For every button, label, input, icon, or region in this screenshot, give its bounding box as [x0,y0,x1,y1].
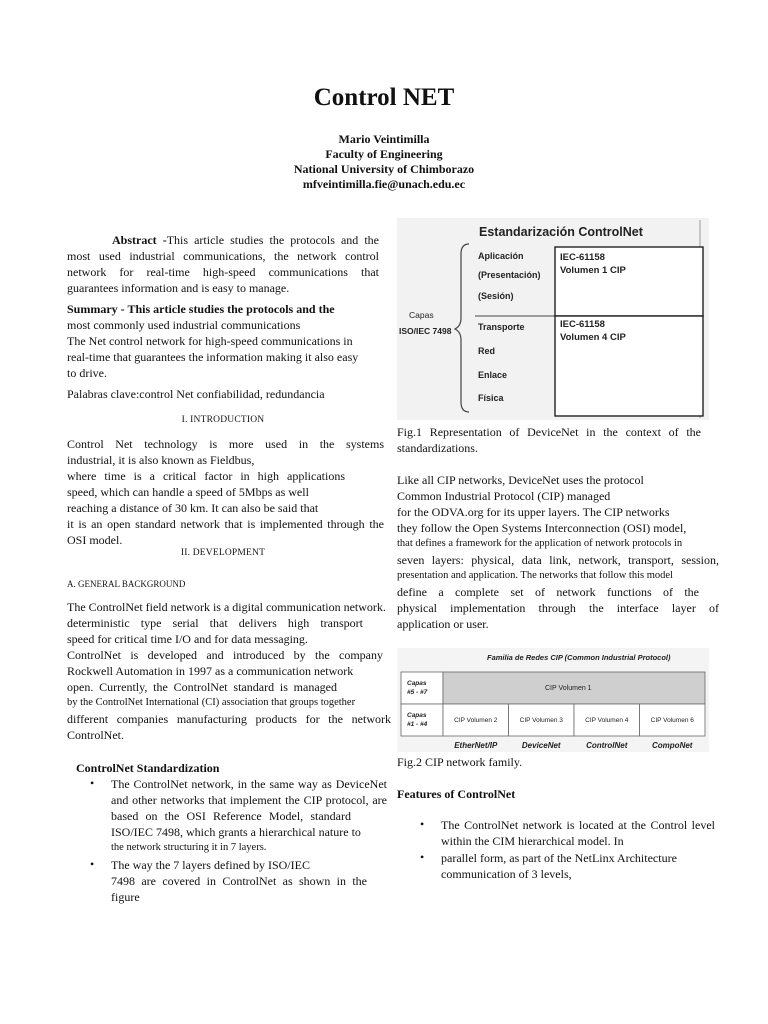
fig2-capas-top: #5 - #7 [407,689,428,696]
bullet-dot: • [420,817,425,831]
cip-line: they follow the Open Systems Interconnection (OSI) model, [397,521,687,535]
cip-paragraph [397,472,719,632]
features-heading: Features of ControlNet [397,787,516,801]
standardization-heading: ControlNet Standardization [76,761,220,775]
std-bullet-line: ISO/IEC 7498, which grants a hierarchical nature to [111,825,361,839]
fig1-iso-label: ISO/IEC 7498 [399,326,452,336]
figure-1-osi-diagram [397,218,709,420]
std-bullet-line: The ControlNet network, in the same way as DeviceNet [111,777,387,791]
summary-label: Summary - This article studies the protocols and the [67,302,335,316]
cip-line: application or user. [397,617,489,631]
std-bullet-line: and other networks that implement the CIP protocol, are [111,793,387,807]
abstract-line: This article studies the protocols and the [166,233,380,247]
cip-line: Like all CIP networks, DeviceNet uses the protocol [397,473,644,487]
fig2-cell-label: CIP Volumen 4 [585,717,629,724]
author-block [0,132,768,192]
general-line: speed for critical time I/O and for data messaging. [67,632,308,646]
fig2-capas-bottom: Capas [407,712,427,719]
paper-title: Control NET [313,84,455,111]
fig2-network-label: EtherNet/IP [454,741,498,750]
cip-line: seven layers: physical, data link, network, transport, session, [397,553,719,567]
figure-2-cip-family [397,648,709,752]
figure-1-caption [397,424,701,456]
abstract-line: network for real-time high-speed communications that [67,265,379,279]
intro-line: industrial, it is also known as Fieldbus, [67,453,255,467]
fig2-cip-vol1: CIP Volumen 1 [545,685,592,692]
general-line: open. Currently, the ControlNet standard is managed [67,680,337,694]
abstract-label: Abstract - [112,233,167,247]
fig1-box2-line: IEC-61158 [560,319,605,330]
figure-2-caption: Fig.2 CIP network family. [397,755,523,769]
intro-paragraph [67,436,384,548]
intro-heading: I. INTRODUCTION [181,415,265,425]
std-bullet-line: the network structuring it in 7 layers. [111,842,267,853]
fig1-caption-line: standardizations. [397,441,478,455]
abstract-line: guarantees information and is easy to manage. [67,281,290,295]
cip-line: Common Industrial Protocol (CIP) managed [397,489,611,503]
intro-line: speed, which can handle a speed of 5Mbps as well [67,485,309,499]
summary-line: to drive. [67,366,107,380]
fig2-cell-label: CIP Volumen 6 [650,717,694,724]
author-name: Mario Veintimilla [338,132,430,146]
cip-line: that defines a framework for the application of network protocols in [397,538,683,549]
abstract-line: most used industrial communications, the network control [67,249,379,263]
development-heading: II. DEVELOPMENT [180,548,266,558]
summary-line: real-time that guarantees the information making it also easy [67,350,359,364]
general-paragraph [67,599,389,743]
intro-line: OSI model. [67,533,123,547]
fig1-layer: Red [478,346,496,356]
fig2-network-label: CompoNet [652,741,693,750]
general-background-heading: A. GENERAL BACKGROUND [67,579,186,589]
fig2-cell-label: CIP Volumen 3 [519,717,563,724]
fig2-cell-label: CIP Volumen 2 [454,717,498,724]
std-bullet-line: figure [111,890,140,904]
author-university: National University of Chimborazo [293,162,475,176]
general-line: Rockwell Automation in 1997 as a communication network [67,664,354,678]
fig1-box1-line: IEC-61158 [560,252,605,263]
cip-line: for the ODVA.org for its upper layers. The CIP networks [397,505,670,519]
fig1-layer: Física [478,393,504,403]
fig2-capas-top: Capas [407,680,427,687]
features-line: within the CIM hierarchical model. In [441,834,624,848]
author-email: mfveintimilla.fie@unach.edu.ec [302,177,466,191]
cip-line: presentation and application. The networks that follow this model [397,570,673,581]
fig2-title: Familia de Redes CIP (Common Industrial Protocol) [487,653,671,662]
general-line: ControlNet. [67,728,124,742]
fig1-layer: Aplicación [478,251,524,261]
std-bullet-line: The way the 7 layers defined by ISO/IEC [111,858,310,872]
general-line: by the ControlNet International (CI) association that groups together [67,697,356,708]
fig1-title: Estandarización ControlNet [479,225,643,239]
summary-line: The Net control network for high-speed communications in [67,334,353,348]
std-bullet-line: 7498 are covered in ControlNet as shown in the [111,874,367,888]
cip-line: physical implementation through the interface layer of [397,601,719,615]
features-bullet-2 [441,850,715,882]
intro-line: Control Net technology is more used in the systems [67,437,384,451]
features-bullet-1 [441,817,715,849]
summary-line: most commonly used industrial communications [67,318,301,332]
abstract-block [67,232,379,296]
bullet-dot: • [420,850,425,864]
intro-line: it is an open standard network that is implemented through the [67,517,384,531]
features-line: communication of 3 levels, [441,867,572,881]
intro-line: reaching a distance of 30 km. It can also be said that [67,501,319,515]
features-line: parallel form, as part of the NetLinx Architecture [441,851,677,865]
author-faculty: Faculty of Engineering [325,147,443,161]
fig1-box-volume-4 [555,316,703,416]
std-bullet-line: based on the OSI Reference Model, standard [111,809,351,823]
fig1-layer: Enlace [478,370,508,380]
bullet-dot: • [90,776,95,790]
summary-block [67,301,379,381]
intro-line: where time is a critical factor in high applications [67,469,345,483]
fig1-caption-line: Fig.1 Representation of DeviceNet in the context of the [397,425,701,439]
fig2-capas-bottom: #1 - #4 [407,721,428,728]
cip-line: define a complete set of network functions of the [397,585,699,599]
general-line: deterministic type serial that delivers high transport [67,616,363,630]
fig1-layer: (Presentación) [478,270,541,280]
fig2-network-label: DeviceNet [521,741,561,750]
features-line: The ControlNet network is located at the Control level [441,818,715,832]
fig1-capas-label: Capas [409,310,434,320]
general-line: ControlNet is developed and introduced by the company [67,648,383,662]
fig1-layer: (Sesión) [478,291,514,301]
fig1-box1-line: Volumen 1 CIP [560,265,626,276]
std-bullet-1 [111,776,387,856]
general-line: The ControlNet field network is a digital communication network. [67,600,386,614]
keywords: Palabras clave:control Net confiabilidad, redundancia [67,387,325,401]
std-bullet-2 [111,857,367,905]
fig2-network-label: ControlNet [586,741,628,750]
general-line: different companies manufacturing products for the network [67,712,391,726]
fig1-box2-line: Volumen 4 CIP [560,332,626,343]
fig1-layer: Transporte [478,322,525,332]
bullet-dot: • [90,857,95,871]
